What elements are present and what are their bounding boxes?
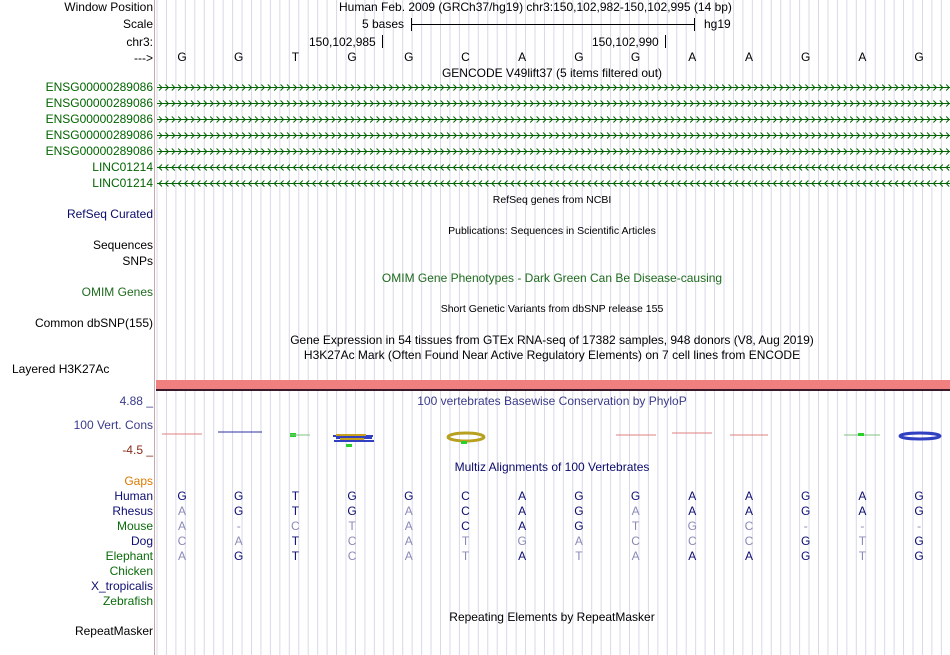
phylop-wiggle[interactable] [156, 425, 950, 450]
h3k27ac-label[interactable]: Layered H3K27Ac [12, 362, 110, 376]
aligned-base: - [236, 519, 241, 533]
omim-track-title: OMIM Gene Phenotypes - Dark Green Can Be Disease-causing [381, 271, 723, 285]
ruler-base: G [347, 50, 357, 64]
aligned-base: G [630, 489, 641, 503]
publications-track-title: Publications: Sequences in Scientific Articles [448, 225, 656, 237]
species-label[interactable]: Human [114, 489, 153, 503]
ruler-base: G [177, 50, 187, 64]
gencode-track-title: GENCODE V49lift37 (5 items filtered out) [441, 66, 663, 80]
aligned-base: A [518, 489, 527, 503]
aligned-base: A [177, 519, 187, 533]
dbsnp-track-title: Short Genetic Variants from dbSNP release 155 [440, 303, 664, 315]
ruler-base: G [234, 50, 244, 64]
omim-label[interactable]: OMIM Genes [81, 285, 153, 299]
coord-left: 150,102,985 [309, 35, 376, 49]
aligned-base: C [631, 534, 640, 548]
aligned-base: G [914, 504, 924, 518]
aligned-base: G [914, 489, 924, 503]
aligned-base: T [631, 519, 640, 533]
aligned-base: T [291, 504, 300, 518]
aligned-base: C [347, 549, 357, 563]
label-divider [154, 0, 155, 655]
aligned-base: C [461, 519, 470, 533]
aligned-base: A [518, 504, 527, 518]
aligned-base: A [404, 534, 413, 548]
aligned-base: A [177, 504, 187, 518]
gene-label[interactable]: LINC01214 [92, 160, 153, 174]
aligned-base: C [744, 519, 754, 533]
aligned-base: A [234, 534, 243, 548]
refseq-label[interactable]: RefSeq Curated [66, 207, 153, 221]
h3k27ac-baseline [156, 389, 950, 391]
aligned-base: A [744, 489, 754, 503]
aligned-base: C [687, 534, 697, 548]
aligned-base: A [518, 519, 527, 533]
gtex-track-title: Gene Expression in 54 tissues from GTEx RNA-seq of 17382 samples, 948 donors (V8, Aug 2019) [290, 333, 814, 347]
aligned-base: G [801, 504, 811, 518]
gene-feature-plus[interactable] [157, 116, 950, 123]
phylop-track-title: 100 vertebrates Basewise Conservation by PhyloP [417, 394, 687, 408]
aligned-base: G [234, 489, 244, 503]
aligned-base: A [688, 504, 697, 518]
aligned-base: A [404, 504, 413, 518]
gene-label[interactable]: ENSG00000289086 [45, 144, 153, 158]
coord-left-tick [382, 35, 383, 48]
gene-feature-minus[interactable] [157, 164, 950, 171]
aligned-base: T [575, 549, 583, 563]
aligned-base: G [574, 519, 584, 533]
ruler-base: G [801, 50, 811, 64]
aligned-base: A [858, 489, 867, 503]
assembly-position-title: Human Feb. 2009 (GRCh37/hg19) chr3:150,102,982-150,102,995 (14 bp) [339, 0, 732, 14]
aligned-base: G [517, 534, 527, 548]
ruler-base: A [518, 50, 527, 64]
ruler-base: T [291, 50, 300, 64]
aligned-base: G [177, 489, 187, 503]
aligned-base: A [631, 504, 640, 518]
snps-label[interactable]: SNPs [122, 254, 153, 268]
ruler-base: G [630, 50, 641, 64]
species-label[interactable]: Elephant [105, 549, 153, 563]
aligned-base: G [687, 519, 697, 533]
ruler-base: A [744, 50, 754, 64]
gene-label[interactable]: ENSG00000289086 [45, 112, 153, 126]
cons-max-label: 4.88 _ [119, 394, 153, 408]
aligned-base: G [347, 489, 357, 503]
aligned-base: G [914, 549, 924, 563]
scale-label: Scale [122, 17, 153, 31]
scale-bar-label: 5 bases [362, 17, 405, 31]
gene-feature-plus[interactable] [157, 148, 950, 155]
aligned-base: G [801, 534, 811, 548]
coord-right-tick [665, 35, 666, 48]
aligned-base: G [234, 504, 244, 518]
aligned-base: G [234, 549, 244, 563]
aligned-base: A [744, 549, 754, 563]
ruler-base: A [858, 50, 867, 64]
aligned-base: A [631, 549, 640, 563]
aligned-base: T [461, 549, 470, 563]
aligned-base: T [858, 549, 867, 563]
aligned-base: T [291, 534, 300, 548]
ruler-base: A [688, 50, 697, 64]
dbsnp-label[interactable]: Common dbSNP(155) [34, 316, 153, 330]
aligned-base: A [404, 519, 413, 533]
gene-label[interactable]: ENSG00000289086 [45, 96, 153, 110]
aligned-base: T [348, 519, 356, 533]
gene-feature-plus[interactable] [157, 84, 950, 91]
species-label[interactable]: Dog [130, 534, 153, 548]
gene-label[interactable]: ENSG00000289086 [45, 128, 153, 142]
ruler-base: G [404, 50, 414, 64]
aligned-base: G [404, 489, 414, 503]
gaps-label[interactable]: Gaps [124, 474, 153, 488]
aligned-base: C [744, 534, 754, 548]
aligned-base: G [914, 534, 924, 548]
aligned-base: G [347, 504, 357, 518]
cons-label[interactable]: 100 Vert. Cons [73, 418, 153, 432]
species-label[interactable]: Zebrafish [102, 594, 153, 608]
aligned-base: A [574, 534, 583, 548]
gene-feature-plus[interactable] [157, 132, 950, 139]
aligned-base: G [801, 549, 811, 563]
aligned-base: - [803, 519, 808, 533]
ruler-base: G [574, 50, 584, 64]
species-label[interactable]: X_tropicalis [90, 579, 153, 593]
sequences-label[interactable]: Sequences [92, 238, 153, 252]
aligned-base: T [291, 489, 300, 503]
aligned-base: C [461, 489, 470, 503]
aligned-base: A [177, 549, 187, 563]
species-label[interactable]: Chicken [109, 564, 153, 578]
aligned-base: C [461, 504, 470, 518]
chrom-label: chr3: [126, 35, 153, 49]
repeatmasker-track-title: Repeating Elements by RepeatMasker [449, 610, 655, 624]
species-label[interactable]: Rhesus [112, 504, 153, 518]
multiz-track-title: Multiz Alignments of 100 Vertebrates [454, 460, 650, 474]
cons-min-label: -4.5 _ [122, 443, 153, 457]
h3k27ac-track-title: H3K27Ac Mark (Often Found Near Active Regulatory Elements) on 7 cell lines from ENCODE [303, 348, 801, 362]
aligned-base: A [688, 489, 697, 503]
ruler-base: C [461, 50, 470, 64]
aligned-base: A [518, 549, 527, 563]
aligned-base: - [917, 519, 922, 533]
aligned-base: T [858, 534, 867, 548]
ruler-base: G [914, 50, 924, 64]
refseq-track-title: RefSeq genes from NCBI [492, 194, 612, 206]
species-label[interactable]: Mouse [116, 519, 153, 533]
aligned-base: C [347, 534, 357, 548]
aligned-base: - [860, 519, 865, 533]
aligned-base: A [744, 504, 754, 518]
aligned-base: A [688, 549, 697, 563]
gene-label[interactable]: ENSG00000289086 [45, 80, 153, 94]
aligned-base: A [858, 504, 867, 518]
aligned-base: C [177, 534, 187, 548]
aligned-base: G [574, 489, 584, 503]
gene-feature-minus[interactable] [157, 180, 950, 187]
aligned-base: T [461, 534, 470, 548]
gene-feature-plus[interactable] [157, 100, 950, 107]
aligned-base: T [291, 549, 300, 563]
gene-label[interactable]: LINC01214 [92, 176, 153, 190]
window-position-label: Window Position [64, 0, 153, 14]
aligned-base: G [574, 504, 584, 518]
scale-bar [411, 18, 695, 31]
repeatmasker-label[interactable]: RepeatMasker [74, 624, 153, 638]
aligned-base: G [801, 489, 811, 503]
scale-db-label: hg19 [704, 17, 731, 31]
coord-right: 150,102,990 [592, 35, 659, 49]
aligned-base: C [291, 519, 300, 533]
strand-arrow-label: ---> [134, 51, 153, 65]
aligned-base: A [404, 549, 413, 563]
